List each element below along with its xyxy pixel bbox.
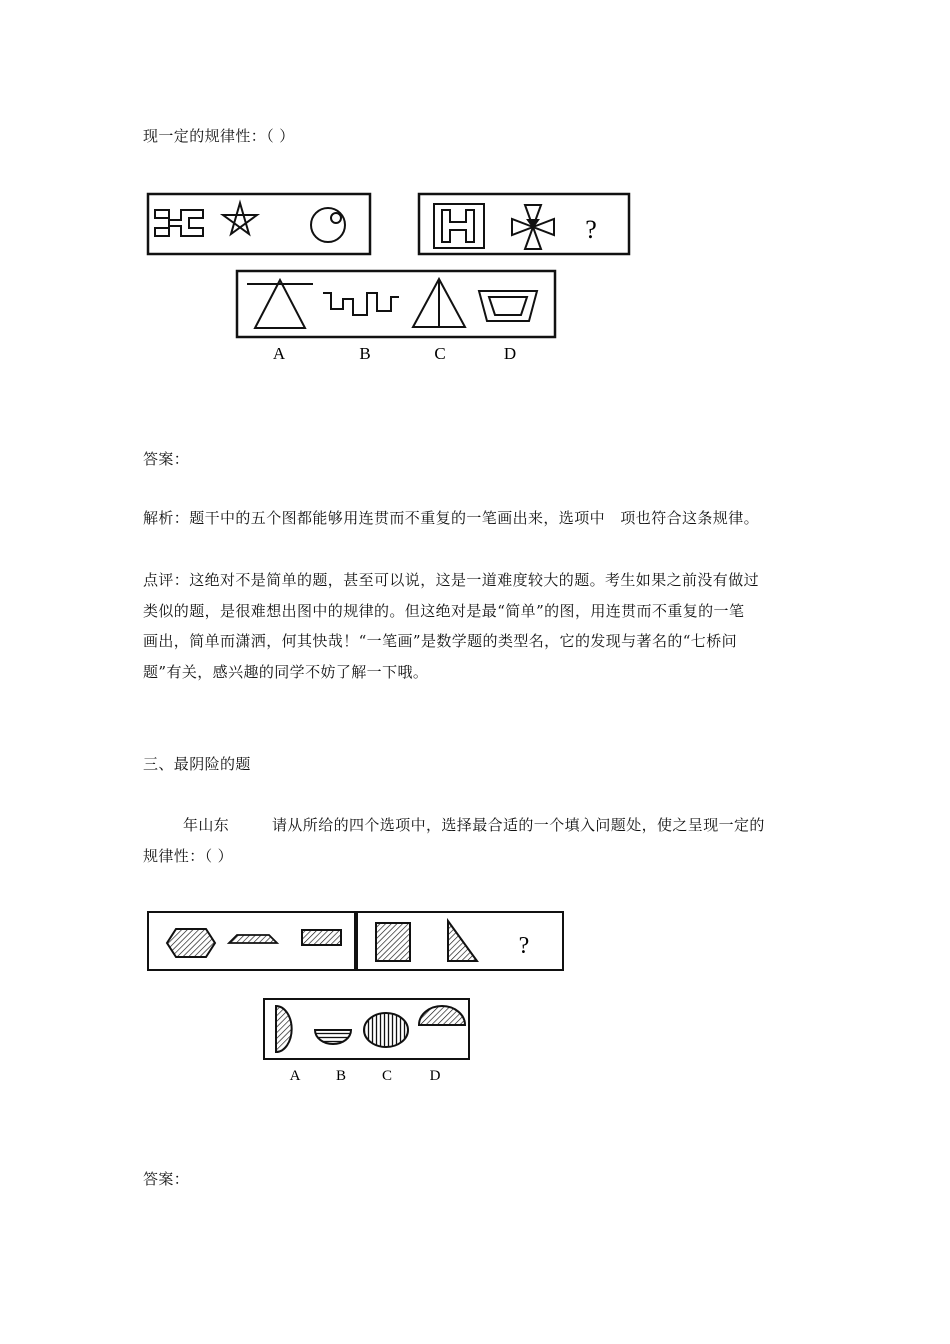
right-triangle-shape bbox=[448, 921, 477, 961]
option-label-b: B bbox=[335, 1068, 347, 1084]
question-year-source: 年山东 bbox=[183, 816, 230, 834]
h-shape-icon bbox=[434, 204, 484, 248]
option-b-figure bbox=[323, 293, 399, 315]
option-label-d: D bbox=[503, 344, 517, 363]
option-label-c: C bbox=[381, 1068, 393, 1084]
star-icon bbox=[223, 203, 257, 234]
comment-line-2: 类似的题，是很难想出图中的规律的。但这绝对是最“简单”的图，用连贯而不重复的一笔 bbox=[143, 602, 745, 620]
square-shape bbox=[376, 923, 410, 961]
option-label-a: A bbox=[289, 1068, 301, 1084]
option-label-b: B bbox=[359, 344, 371, 363]
option-a-figure bbox=[247, 280, 313, 328]
option-c-ellipse bbox=[364, 1013, 408, 1047]
answer-label: 答案： bbox=[143, 450, 190, 468]
rectangle-shape bbox=[302, 930, 341, 945]
answer-label-2: 答案： bbox=[143, 1170, 190, 1188]
question-intro-tail: 现一定的规律性：（ ） bbox=[143, 127, 295, 145]
option-d-half-circle bbox=[419, 1006, 465, 1025]
interlocked-square-icon bbox=[155, 210, 203, 236]
question-mark: ? bbox=[518, 933, 530, 959]
option-label-c: C bbox=[434, 344, 446, 363]
figure-one-stroke-puzzle bbox=[143, 180, 635, 372]
option-a-half-circle bbox=[276, 1006, 292, 1052]
hexagon-shape bbox=[167, 929, 215, 957]
analysis-text: 解析：题干中的五个图都能够用连贯而不重复的一笔画出来，选项中 项也符合这条规律。 bbox=[143, 509, 760, 527]
windmill-icon bbox=[512, 205, 554, 249]
option-label-a: A bbox=[272, 344, 286, 363]
option-d-figure bbox=[479, 291, 537, 321]
figure-shaded-shapes-puzzle bbox=[143, 900, 577, 1090]
question-line-2: 规律性：（ ） bbox=[143, 847, 234, 865]
question-line-1: 请从所给的四个选项中，选择最合适的一个填入问题处，使之呈现一定的 bbox=[272, 816, 765, 834]
comment-line-4: 题”有关，感兴趣的同学不妨了解一下哦。 bbox=[143, 663, 429, 681]
section-heading: 三、最阴险的题 bbox=[143, 755, 251, 773]
option-label-d: D bbox=[429, 1068, 441, 1084]
comment-line-1: 点评：这绝对不是简单的题，甚至可以说，这是一道难度较大的题。考生如果之前没有做过 bbox=[143, 571, 760, 589]
option-b-half-circle bbox=[315, 1030, 351, 1044]
question-mark: ? bbox=[585, 215, 597, 244]
comment-line-3: 画出，简单而潇洒，何其快哉！“一笔画”是数学题的类型名，它的发现与著名的“七桥问 bbox=[143, 632, 738, 650]
option-c-figure bbox=[413, 279, 465, 327]
circle-loop-icon bbox=[311, 208, 345, 242]
trapezoid-shape bbox=[229, 935, 277, 943]
question-box-left bbox=[148, 194, 370, 254]
